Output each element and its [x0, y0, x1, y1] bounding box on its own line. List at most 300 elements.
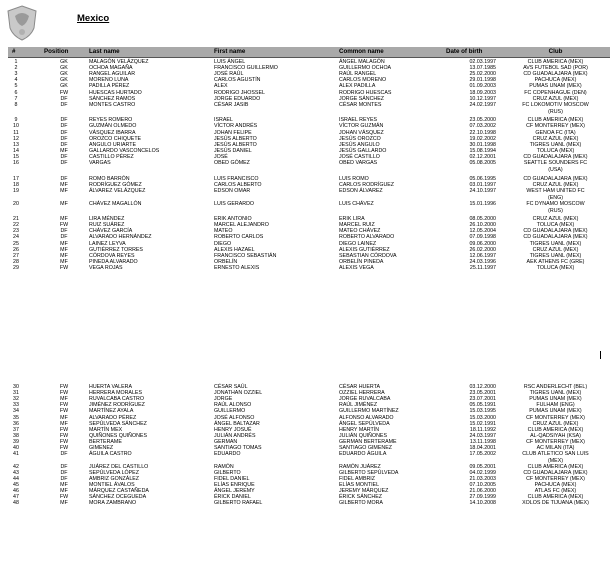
player-first-name: ALEXIS HAZAEL — [214, 246, 255, 253]
player-date-of-birth: 19.02.2002 — [469, 135, 496, 142]
player-number: 3 — [14, 71, 18, 78]
player-club: CF MONTERREY (MEX) — [526, 414, 585, 421]
player-last-name: GALLARDO VASCONCELOS — [89, 147, 160, 154]
table-row — [8, 265, 610, 273]
player-last-name: MALAGÓN VELÁZQUEZ — [89, 59, 149, 65]
player-number: 4 — [14, 77, 18, 84]
player-date-of-birth: 10.12.1997 — [469, 95, 496, 102]
player-last-name: REYES ROMERO — [89, 117, 133, 124]
player-last-name: ÁGUILA CASTRO — [89, 451, 132, 458]
player-club: PACHUCA (MEX) — [534, 77, 577, 84]
player-number: 38 — [13, 432, 19, 439]
player-position: FW — [59, 402, 69, 409]
player-club: TOLUCA (MEX) — [536, 264, 575, 271]
player-club: CF MONTERREY (MEX) — [526, 438, 585, 445]
player-position: FW — [59, 390, 69, 397]
player-last-name: VÁSQUEZ IBARRA — [89, 129, 136, 136]
player-club: TOLUCA (MEX) — [536, 147, 575, 154]
player-club-country: (USA) — [548, 167, 563, 173]
player-position: MF — [60, 147, 68, 154]
player-date-of-birth: 25.11.1997 — [469, 264, 496, 271]
player-position: MF — [60, 482, 68, 489]
player-last-name: JUÁREZ DEL CASTILLO — [89, 463, 149, 470]
player-common-name: HENRY MARTÍN — [339, 426, 380, 433]
player-last-name: ALVARADO HERNÁNDEZ — [89, 234, 152, 241]
player-position: DF — [60, 129, 68, 136]
player-date-of-birth: 05.06.1995 — [469, 175, 496, 182]
player-position: FW — [59, 408, 69, 415]
player-club-country: (ENG) — [547, 194, 563, 201]
player-number: 15 — [13, 153, 19, 160]
player-common-name: VÍCTOR GUZMÁN — [339, 123, 384, 130]
player-position: DF — [60, 476, 68, 482]
player-first-name: GUILLERMO — [214, 408, 246, 415]
player-date-of-birth: 23.05.2000 — [469, 117, 496, 124]
player-number: 44 — [13, 476, 19, 482]
table-row — [8, 451, 610, 465]
player-position: DF — [60, 463, 68, 470]
player-position: GK — [60, 65, 68, 72]
player-first-name: ERNESTO ALEXIS — [214, 264, 260, 271]
table-row — [8, 500, 610, 508]
player-last-name: PINEDA ALVARADO — [89, 258, 138, 265]
player-last-name: RODRÍGUEZ GÓMEZ — [89, 181, 142, 188]
player-date-of-birth: 12.06.1997 — [469, 252, 496, 259]
player-last-name: CHÁVEZ MAGALLÓN — [89, 200, 142, 207]
player-first-name: CARLOS AGUSTÍN — [214, 77, 261, 84]
player-club: CLUB AMERICA (MEX) — [527, 494, 584, 501]
player-first-name: SANTIAGO TOMAS — [214, 445, 262, 451]
player-common-name: JOSÉ CASTILLO — [339, 153, 380, 160]
player-date-of-birth: 30.01.1998 — [469, 141, 496, 148]
player-common-name: RAÚL RANGEL — [339, 71, 377, 78]
player-common-name: GERMAN BERTERAME — [339, 438, 397, 445]
player-first-name: EDSON OMAR — [214, 187, 251, 194]
player-common-name: CARLOS MORENO — [339, 77, 387, 84]
player-first-name: MARCEL ALEJANDRO — [214, 222, 269, 229]
player-date-of-birth: 07.10.2005 — [469, 482, 496, 489]
player-first-name: ISRAEL — [214, 117, 233, 124]
player-date-of-birth: 23.05.2001 — [469, 390, 496, 397]
player-position: DF — [60, 234, 68, 241]
player-date-of-birth: 09.06.2000 — [469, 240, 496, 247]
player-club: CLUB AMERICA (MEX) — [527, 117, 584, 124]
player-date-of-birth: 08.05.2000 — [469, 216, 496, 223]
player-date-of-birth: 12.05.2004 — [469, 228, 496, 235]
player-number: 37 — [13, 426, 19, 433]
player-number: 10 — [13, 123, 19, 130]
player-date-of-birth: 03.01.1997 — [469, 181, 496, 188]
player-club: CLUB AMERICA (MEX) — [527, 426, 584, 433]
header-last-name: Last name — [89, 48, 120, 55]
player-common-name: GILBERTO MORA — [339, 500, 383, 507]
player-number: 27 — [13, 252, 19, 259]
player-number: 23 — [13, 228, 19, 235]
player-position: GK — [60, 83, 68, 90]
player-first-name: FRANCISCO GUILLERMO — [214, 65, 278, 72]
player-date-of-birth: 18.09.2003 — [469, 89, 496, 96]
player-last-name: GIMENEZ — [89, 445, 114, 451]
player-club-country: (RUS) — [548, 207, 563, 214]
player-last-name: HUERTA VALERA — [89, 384, 132, 390]
player-date-of-birth: 22.10.1998 — [469, 129, 496, 136]
player-position: DF — [60, 228, 68, 235]
player-common-name: ÁNGEL SEPÚLVEDA — [339, 420, 390, 427]
player-last-name: SÁNCHEZ OCEGUEDA — [89, 494, 147, 501]
player-date-of-birth: 24.03.1997 — [469, 432, 496, 439]
player-common-name: JORGE SÁNCHEZ — [339, 95, 385, 102]
player-club: CRUZ AZUL (MEX) — [532, 135, 579, 142]
player-first-name: ELÍAS ENRIQUE — [214, 482, 255, 489]
player-common-name: JEREMY MÁRQUEZ — [339, 488, 389, 495]
player-last-name: GUZMÁN OLMEDO — [89, 123, 137, 130]
player-club: TIGRES UANL (MEX) — [529, 252, 582, 259]
header-number: # — [12, 48, 16, 55]
player-common-name: ALFONSO ALVARADO — [339, 414, 394, 421]
player-number: 33 — [13, 402, 19, 409]
player-last-name: MONTES CASTRO — [89, 101, 136, 108]
player-club: PUMAS UNAM (MEX) — [529, 408, 582, 415]
player-last-name: MORENO LUNA — [89, 77, 129, 84]
player-first-name: RODRIGO JHOSSEL — [214, 89, 265, 96]
player-club: CD GUADALAJARA (MEX) — [523, 153, 588, 160]
player-date-of-birth: 02.03.1997 — [469, 59, 496, 65]
player-position: FW — [59, 384, 69, 390]
player-date-of-birth: 05.08.2005 — [469, 160, 496, 166]
player-common-name: ERIK LIRA — [339, 216, 365, 223]
player-date-of-birth: 26.02.2000 — [469, 246, 496, 253]
player-date-of-birth: 21.06.2000 — [469, 488, 496, 495]
player-common-name: ÉRICK SÁNCHEZ — [339, 494, 382, 501]
player-number: 45 — [13, 482, 19, 489]
header-club: Club — [548, 48, 563, 55]
player-common-name: ELÍAS MONTIEL — [339, 482, 380, 489]
player-club: GENOA FC (ITA) — [535, 129, 576, 136]
player-last-name: OCHOA MAGAÑA — [89, 65, 133, 72]
player-last-name: RANGEL AGUILAR — [89, 71, 136, 78]
player-last-name: BERTERAME — [89, 438, 122, 445]
player-position: MF — [60, 500, 68, 507]
player-last-name: RUIZ SUÁREZ — [89, 222, 125, 229]
player-position: GK — [60, 71, 68, 78]
player-club: TIGRES UANL (MEX) — [529, 240, 582, 247]
player-date-of-birth: 04.02.1999 — [469, 469, 496, 476]
player-club: TIGRES UANL (MEX) — [529, 141, 582, 148]
player-last-name: QUIÑONES QUIÑONES — [89, 432, 147, 439]
player-common-name: OBED VARGAS — [339, 160, 378, 166]
player-first-name: JORGE EDUARDO — [214, 95, 261, 102]
player-position: FW — [59, 438, 69, 445]
player-number: 25 — [13, 240, 19, 247]
player-common-name: LUIS CHÁVEZ — [339, 200, 374, 207]
header-date-of-birth: Date of birth — [446, 48, 483, 55]
player-first-name: FIDEL DANIEL — [214, 476, 250, 482]
player-number: 6 — [14, 89, 18, 96]
player-number: 5 — [14, 83, 18, 90]
player-club: PUMAS UNAM (MEX) — [529, 83, 582, 90]
player-first-name: CARLOS ALBERTO — [214, 181, 262, 188]
player-first-name: OBED GÓMEZ — [214, 160, 250, 166]
player-date-of-birth: 15.02.1991 — [469, 420, 496, 427]
player-club: CRUZ AZUL (MEX) — [532, 216, 579, 223]
player-last-name: AMBRIZ GONZÁLEZ — [89, 476, 140, 482]
player-first-name: ALEX — [214, 83, 228, 90]
player-number: 22 — [13, 222, 19, 229]
player-date-of-birth: 29.01.1998 — [469, 77, 496, 84]
player-date-of-birth: 18.04.2001 — [469, 445, 496, 451]
player-first-name: GILBERTO RAFAEL — [214, 500, 263, 507]
player-first-name: VÍCTOR ANDRÉS — [214, 123, 258, 130]
player-first-name: LUIS GERARDO — [214, 200, 255, 207]
player-common-name: ÁNGEL MALAGÓN — [339, 59, 385, 65]
player-date-of-birth: 15.03.2000 — [469, 414, 496, 421]
player-number: 48 — [13, 500, 19, 507]
player-club: RSC ANDERLECHT (BEL) — [523, 384, 588, 390]
player-common-name: RAMÓN JUÁREZ — [339, 463, 381, 470]
player-date-of-birth: 05.05.1991 — [469, 402, 496, 409]
player-position: FW — [59, 426, 69, 433]
player-first-name: JOSÉ — [214, 153, 228, 160]
player-first-name: ERIK ANTONIO — [214, 216, 252, 223]
player-last-name: OROZCO CHIQUETE — [89, 135, 142, 142]
player-common-name: ROBERTO ALVARADO — [339, 234, 395, 241]
player-position: DF — [60, 153, 68, 160]
player-first-name: FRANCISCO SEBASTIÁN — [214, 252, 277, 259]
player-first-name: LUIS ÁNGEL — [214, 59, 246, 65]
player-last-name: RUVALCABA CASTRO — [89, 396, 144, 403]
player-first-name: JONATHAN OZZIEL — [214, 390, 263, 397]
player-common-name: GILBERTO SEPÚLVEDA — [339, 469, 399, 476]
player-last-name: ÁLVAREZ VELÁZQUEZ — [89, 187, 146, 194]
player-club: WEST HAM UNITED FC — [526, 187, 585, 194]
player-position: MF — [60, 200, 68, 207]
player-last-name: VEGA ROJAS — [89, 264, 123, 271]
player-position: DF — [60, 160, 68, 166]
player-first-name: ROBERTO CARLOS — [214, 234, 264, 241]
player-last-name: MARTÍNEZ AYALA — [89, 408, 134, 415]
player-position: MF — [60, 258, 68, 265]
player-date-of-birth: 02.12.2001 — [469, 153, 496, 160]
player-date-of-birth: 14.10.2008 — [469, 500, 496, 507]
player-position: DF — [60, 175, 68, 182]
player-number: 17 — [13, 175, 19, 182]
player-number: 28 — [13, 258, 19, 265]
player-position: MF — [60, 216, 68, 223]
player-position: FW — [59, 222, 69, 229]
player-date-of-birth: 25.02.2000 — [469, 71, 496, 78]
player-number: 16 — [13, 160, 19, 166]
player-common-name: OZZIEL HERRERA — [339, 390, 385, 397]
player-last-name: VARGAS — [89, 160, 111, 166]
player-last-name: CASTILLO PÉREZ — [89, 153, 134, 160]
player-first-name: EDUARDO — [214, 451, 241, 458]
player-club: SEATTLE SOUNDERS FC — [523, 160, 588, 166]
player-position: MF — [60, 252, 68, 259]
player-last-name: SEPÚLVEDA LÓPEZ — [89, 469, 139, 476]
player-club: FULHAM (ENG) — [536, 402, 575, 409]
player-club: CF MONTERREY (MEX) — [526, 123, 585, 130]
player-first-name: JOSÉ RAÚL — [214, 71, 244, 78]
player-common-name: GUILLERMO MARTÍNEZ — [339, 408, 399, 415]
player-common-name: EDUARDO ÁGUILA — [339, 451, 387, 458]
player-common-name: ALEXIS GUTIÉRREZ — [339, 246, 390, 253]
player-date-of-birth: 01.09.2003 — [469, 83, 496, 90]
player-club: TOLUCA (MEX) — [536, 222, 575, 229]
player-number: 2 — [14, 65, 18, 72]
player-last-name: CÓRDOVA REYES — [89, 252, 135, 259]
player-first-name: CÉSAR JASIB — [214, 101, 249, 108]
player-last-name: MÁRQUEZ CASTAÑEDA — [89, 488, 149, 495]
player-club: CD GUADALAJARA (MEX) — [523, 71, 588, 78]
player-number: 9 — [14, 117, 18, 124]
player-common-name: CÉSAR HUERTA — [339, 384, 381, 390]
page-title: Mexico — [77, 13, 110, 24]
player-first-name: GILBERTO — [214, 469, 241, 476]
player-date-of-birth: 23.07.2001 — [469, 396, 496, 403]
player-number: 43 — [13, 469, 19, 476]
player-common-name: EDSON ÁLVAREZ — [339, 187, 383, 194]
player-position: DF — [60, 117, 68, 124]
player-first-name: JESÚS ALBERTO — [214, 141, 257, 148]
player-club: CD GUADALAJARA (MEX) — [523, 228, 588, 235]
player-common-name: JESÚS ANGULO — [339, 141, 380, 148]
player-position: MF — [60, 414, 68, 421]
player-last-name: LIRA MÉNDEZ — [89, 216, 125, 223]
player-last-name: ROMO BARRÓN — [89, 175, 130, 182]
player-club: AVS FUTEBOL SAD (POR) — [523, 65, 588, 72]
table-row — [8, 187, 610, 201]
player-club: CD GUADALAJARA (MEX) — [523, 469, 588, 476]
player-position: DF — [60, 469, 68, 476]
player-club: PACHUCA (MEX) — [534, 482, 577, 489]
player-club: ATLAS FC (MEX) — [534, 488, 577, 495]
player-date-of-birth: 13.11.1998 — [469, 438, 496, 445]
player-club: CLUB AMERICA (MEX) — [527, 59, 584, 65]
player-common-name: RAÚL JIMÉNEZ — [339, 402, 378, 409]
player-club: PUMAS UNAM (MEX) — [529, 396, 582, 403]
player-date-of-birth: 24.03.1996 — [469, 258, 496, 265]
player-last-name: ALVARADO PÉREZ — [89, 414, 137, 421]
player-common-name: MARCEL RUIZ — [339, 222, 375, 229]
player-club: FC LOKOMOTIV MOSCOW — [522, 101, 589, 108]
player-first-name: JESÚS ALBERTO — [214, 135, 257, 142]
player-number: 32 — [13, 396, 19, 403]
player-common-name: SEBASTIAN CÓRDOVA — [339, 252, 397, 259]
player-last-name: HERRERA MORALES — [89, 390, 142, 397]
player-number: 11 — [13, 129, 19, 136]
player-club: CLUB AMERICA (MEX) — [527, 463, 584, 470]
player-position: DF — [60, 101, 68, 108]
player-common-name: CÉSAR MONTES — [339, 101, 382, 108]
player-club: CRUZ AZUL (MEX) — [532, 420, 579, 427]
player-club: CD GUADALAJARA (MEX) — [523, 175, 588, 182]
player-position: MF — [60, 187, 68, 194]
player-date-of-birth: 27.09.1999 — [469, 494, 496, 501]
player-position: DF — [60, 141, 68, 148]
player-last-name: JIMÉNEZ RODRÍGUEZ — [89, 402, 145, 409]
player-number: 13 — [13, 141, 19, 148]
player-common-name: JULIÁN QUIÑONES — [339, 432, 387, 439]
player-common-name: ALEX PADILLA — [339, 83, 376, 90]
player-number: 46 — [13, 488, 19, 495]
player-date-of-birth: 15.03.1995 — [469, 408, 496, 415]
player-club: FC DYNAMO MOSCOW — [526, 200, 585, 207]
player-last-name: GUTIÉRREZ TORRES — [89, 246, 143, 253]
player-number: 42 — [13, 463, 19, 470]
player-first-name: JESÚS DANIEL — [214, 147, 252, 154]
header-first-name: First name — [214, 48, 246, 55]
player-first-name: HENRY JOSUÉ — [214, 426, 252, 433]
player-first-name: JOHAN FELIPE — [214, 129, 252, 136]
player-first-name: ÉRICK DANIEL — [214, 494, 251, 501]
player-first-name: JULIÁN ANDRÉS — [214, 432, 256, 439]
player-date-of-birth: 24.10.1997 — [469, 187, 496, 194]
player-club: AL-QADSIYAH (KSA) — [530, 432, 581, 439]
player-position: GK — [60, 59, 68, 65]
player-common-name: FIDEL AMBRIZ — [339, 476, 376, 482]
player-common-name: RODRIGO HUESCAS — [339, 89, 392, 96]
player-position: MF — [60, 240, 68, 247]
player-date-of-birth: 15.08.1994 — [469, 147, 496, 154]
player-position: FW — [59, 89, 69, 96]
player-common-name: GUILLERMO OCHOA — [339, 65, 392, 72]
player-last-name: MORA ZAMBRANO — [89, 500, 137, 507]
player-first-name: MATEO — [214, 228, 233, 235]
table-row — [8, 200, 610, 214]
player-common-name: CARLOS RODRÍGUEZ — [339, 181, 395, 188]
player-common-name: SANTIAGO GIMENEZ — [339, 445, 392, 451]
player-date-of-birth: 03.12.2000 — [469, 384, 496, 390]
player-position: DF — [60, 95, 68, 102]
player-position: MF — [60, 181, 68, 188]
player-position: GK — [60, 77, 68, 84]
table-row — [8, 160, 610, 173]
player-position: FW — [59, 432, 69, 439]
player-club-country: (MEX) — [547, 458, 563, 465]
player-common-name: ORBELÍN PINEDA — [339, 258, 384, 265]
player-number: 14 — [13, 147, 19, 154]
player-date-of-birth: 07.09.1998 — [469, 234, 496, 241]
player-club: CRUZ AZUL (MEX) — [532, 246, 579, 253]
player-number: 36 — [13, 420, 19, 427]
player-position: DF — [60, 451, 68, 458]
player-number: 18 — [13, 181, 19, 188]
player-last-name: CHÁVEZ GARCÍA — [89, 228, 133, 235]
player-first-name: RAÚL ALONSO — [214, 402, 252, 409]
player-first-name: LUIS FRANCISCO — [214, 175, 259, 182]
player-club: AC MILAN (ITA) — [536, 445, 575, 451]
player-club: CD GUADALAJARA (MEX) — [523, 234, 588, 241]
player-club: FC COPENHAGUE (DEN) — [524, 89, 587, 96]
player-club: XOLOS DE TIJUANA (MEX) — [522, 500, 589, 507]
player-number: 30 — [13, 384, 19, 390]
player-common-name: JOHAN VÁSQUEZ — [339, 129, 384, 136]
player-common-name: JESÚS OROZCO — [339, 135, 381, 142]
player-first-name: JORGE — [214, 396, 233, 403]
player-position: MF — [60, 420, 68, 427]
player-date-of-birth: 15.01.1996 — [469, 200, 496, 207]
player-common-name: MATEO CHÁVEZ — [339, 228, 381, 235]
player-position: DF — [60, 123, 68, 130]
player-first-name: ÁNGEL BALTAZAR — [214, 420, 260, 427]
player-common-name: ALEXIS VEGA — [339, 264, 374, 271]
player-last-name: MONTIEL ÁVALOS — [89, 482, 135, 489]
federation-crest-icon — [5, 4, 39, 42]
player-number: 41 — [13, 451, 19, 458]
player-number: 26 — [13, 246, 19, 253]
table-header — [8, 47, 610, 58]
player-common-name: ISRAEL REYES — [339, 117, 378, 124]
